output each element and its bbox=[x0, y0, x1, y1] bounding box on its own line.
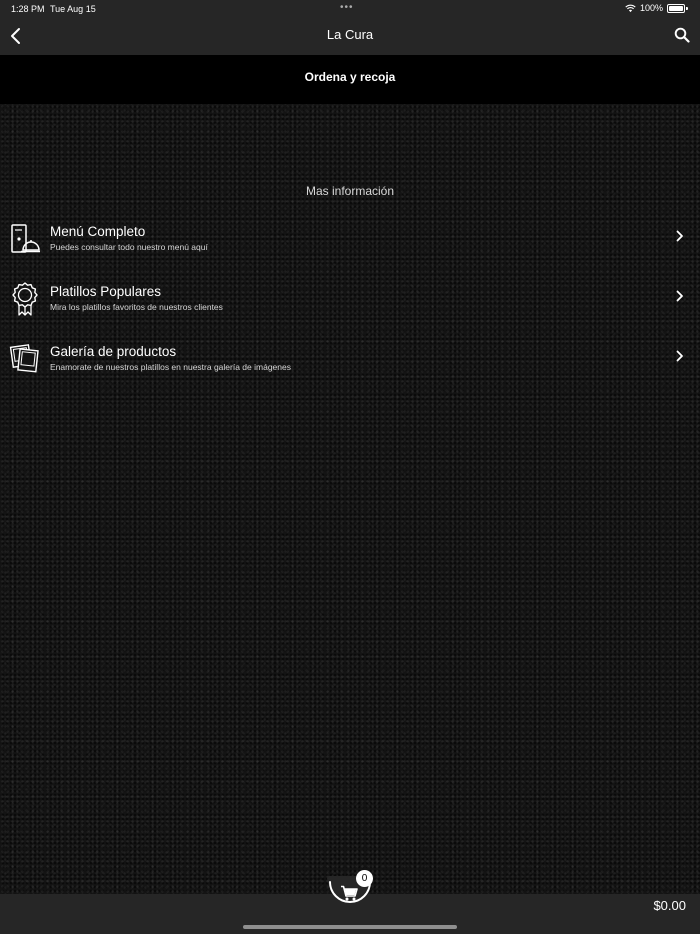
status-indicators bbox=[625, 3, 688, 13]
status-bar bbox=[0, 0, 700, 18]
menu-item-product-gallery[interactable] bbox=[0, 342, 700, 394]
chevron-right-icon bbox=[676, 350, 684, 362]
home-indicator[interactable] bbox=[243, 925, 457, 929]
menu-item-title: Platillos Populares bbox=[50, 284, 162, 299]
cart-count-badge: 0 bbox=[356, 870, 373, 887]
battery-icon bbox=[667, 4, 685, 13]
nav-bar bbox=[0, 18, 700, 55]
battery-percent: 100% bbox=[639, 3, 663, 13]
status-time: 1:28 PM bbox=[11, 4, 45, 14]
menu-item-title: Menú Completo bbox=[50, 224, 146, 239]
battery-tip bbox=[686, 7, 688, 10]
page-title: La Cura bbox=[326, 27, 374, 42]
menu-item-subtitle: Enamorate de nuestros platillos en nuestra galería de imágenes bbox=[50, 362, 291, 372]
chevron-right-icon bbox=[676, 290, 684, 302]
search-icon[interactable] bbox=[674, 27, 690, 43]
menu-item-subtitle: Mira los platillos favoritos de nuestros clientes bbox=[50, 302, 223, 312]
menu-icon bbox=[9, 222, 41, 256]
banner-text: Ordena y recoja bbox=[304, 70, 396, 84]
menu-item-popular-dishes[interactable] bbox=[0, 282, 700, 334]
multitasking-dots-icon[interactable]: ••• bbox=[340, 2, 354, 13]
cart-total: $0.00 bbox=[653, 898, 686, 913]
gallery-icon bbox=[9, 342, 41, 376]
menu-item-full-menu[interactable] bbox=[0, 222, 700, 274]
status-date: Tue Aug 15 bbox=[50, 4, 96, 14]
menu-item-title: Galería de productos bbox=[50, 344, 177, 359]
wifi-icon bbox=[625, 4, 636, 13]
section-title: Mas información bbox=[305, 184, 395, 198]
order-pickup-banner[interactable] bbox=[0, 55, 700, 104]
chevron-right-icon bbox=[676, 230, 684, 242]
award-icon bbox=[9, 282, 41, 316]
menu-item-subtitle: Puedes consultar todo nuestro menú aquí bbox=[50, 242, 208, 252]
